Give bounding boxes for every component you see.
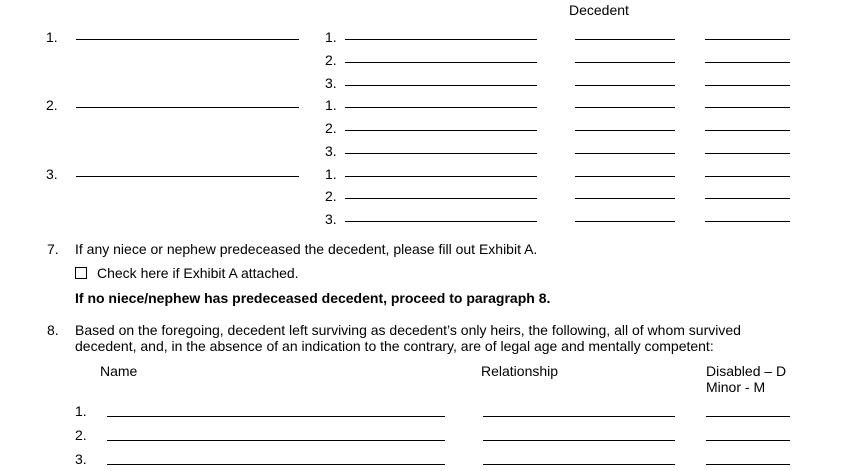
group-2-sub-3-status-field[interactable] (705, 153, 790, 154)
paragraph-7-number: 7. (47, 241, 59, 257)
heir-row-3-number: 3. (75, 451, 87, 467)
group-1-sub-3-name-field[interactable] (345, 85, 537, 86)
group-2-sub-1-number: 1. (325, 97, 337, 113)
heir-row-3-status-field[interactable] (706, 464, 790, 465)
group-2-sub-1-decedent-field[interactable] (575, 107, 675, 108)
paragraph-7-text: If any niece or nephew predeceased the decedent, please fill out Exhibit A. (75, 241, 538, 257)
heir-row-1-name-field[interactable] (107, 416, 445, 417)
group-2-name-field[interactable] (76, 107, 299, 108)
group-1-sub-1-decedent-field[interactable] (575, 39, 675, 40)
heirs-disabled-header: Disabled – D (706, 363, 787, 379)
heir-row-2-name-field[interactable] (107, 440, 445, 441)
paragraph-8-number: 8. (47, 322, 59, 338)
group-3-sub-2-name-field[interactable] (345, 198, 537, 199)
heirs-minor-header: Minor - M (706, 379, 766, 395)
heir-row-1-status-field[interactable] (706, 416, 790, 417)
group-3-sub-1-status-field[interactable] (705, 176, 790, 177)
group-3-sub-2-decedent-field[interactable] (575, 198, 675, 199)
decedent-column-header: Decedent (569, 2, 629, 18)
group-3-sub-3-name-field[interactable] (345, 221, 537, 222)
group-2-sub-2-status-field[interactable] (705, 130, 790, 131)
heirs-relationship-header: Relationship (481, 363, 559, 379)
group-1-sub-1-number: 1. (325, 29, 337, 45)
group-3-sub-1-number: 1. (325, 166, 337, 182)
group-2-sub-2-decedent-field[interactable] (575, 130, 675, 131)
heirs-name-header: Name (100, 363, 138, 379)
paragraph-8-line-1: Based on the foregoing, decedent left surviving as decedent’s only heirs, the following, all of whom survived (75, 322, 741, 338)
group-3-sub-2-status-field[interactable] (705, 198, 790, 199)
group-1-sub-3-decedent-field[interactable] (575, 85, 675, 86)
heir-row-1-relationship-field[interactable] (483, 416, 675, 417)
group-2-sub-1-name-field[interactable] (345, 107, 537, 108)
group-3-sub-1-name-field[interactable] (345, 176, 537, 177)
paragraph-8-line-2: decedent, and, in the absence of an indication to the contrary, are of legal age and mentally competent: (75, 338, 714, 354)
group-1-name-field[interactable] (76, 39, 299, 40)
group-3-name-field[interactable] (76, 176, 299, 177)
heir-row-3-name-field[interactable] (107, 464, 445, 465)
paragraph-7-bold-note: If no niece/nephew has predeceased decedent, proceed to paragraph 8. (75, 290, 551, 306)
group-1-number: 1. (46, 29, 58, 45)
group-2-sub-1-status-field[interactable] (705, 107, 790, 108)
exhibit-a-checkbox-label: Check here if Exhibit A attached. (97, 265, 299, 281)
group-1-sub-2-name-field[interactable] (345, 62, 537, 63)
group-2-sub-3-number: 3. (325, 143, 337, 159)
group-3-sub-3-decedent-field[interactable] (575, 221, 675, 222)
group-3-sub-2-number: 2. (325, 188, 337, 204)
group-2-sub-3-decedent-field[interactable] (575, 153, 675, 154)
group-3-sub-3-status-field[interactable] (705, 221, 790, 222)
group-3-sub-3-number: 3. (325, 211, 337, 227)
group-2-number: 2. (46, 97, 58, 113)
group-3-sub-1-decedent-field[interactable] (575, 176, 675, 177)
exhibit-a-checkbox[interactable] (75, 267, 87, 279)
group-1-sub-2-number: 2. (325, 52, 337, 68)
group-2-sub-3-name-field[interactable] (345, 153, 537, 154)
group-1-sub-2-status-field[interactable] (705, 62, 790, 63)
heir-row-2-number: 2. (75, 427, 87, 443)
group-2-sub-2-number: 2. (325, 120, 337, 136)
heir-row-2-status-field[interactable] (706, 440, 790, 441)
heir-row-2-relationship-field[interactable] (483, 440, 675, 441)
group-3-number: 3. (46, 166, 58, 182)
exhibit-a-checkbox-row[interactable] (75, 265, 299, 281)
heir-row-1-number: 1. (75, 403, 87, 419)
group-1-sub-2-decedent-field[interactable] (575, 62, 675, 63)
group-1-sub-1-name-field[interactable] (345, 39, 537, 40)
group-1-sub-3-number: 3. (325, 75, 337, 91)
group-1-sub-3-status-field[interactable] (705, 85, 790, 86)
group-2-sub-2-name-field[interactable] (345, 130, 537, 131)
group-1-sub-1-status-field[interactable] (705, 39, 790, 40)
heir-row-3-relationship-field[interactable] (483, 464, 675, 465)
